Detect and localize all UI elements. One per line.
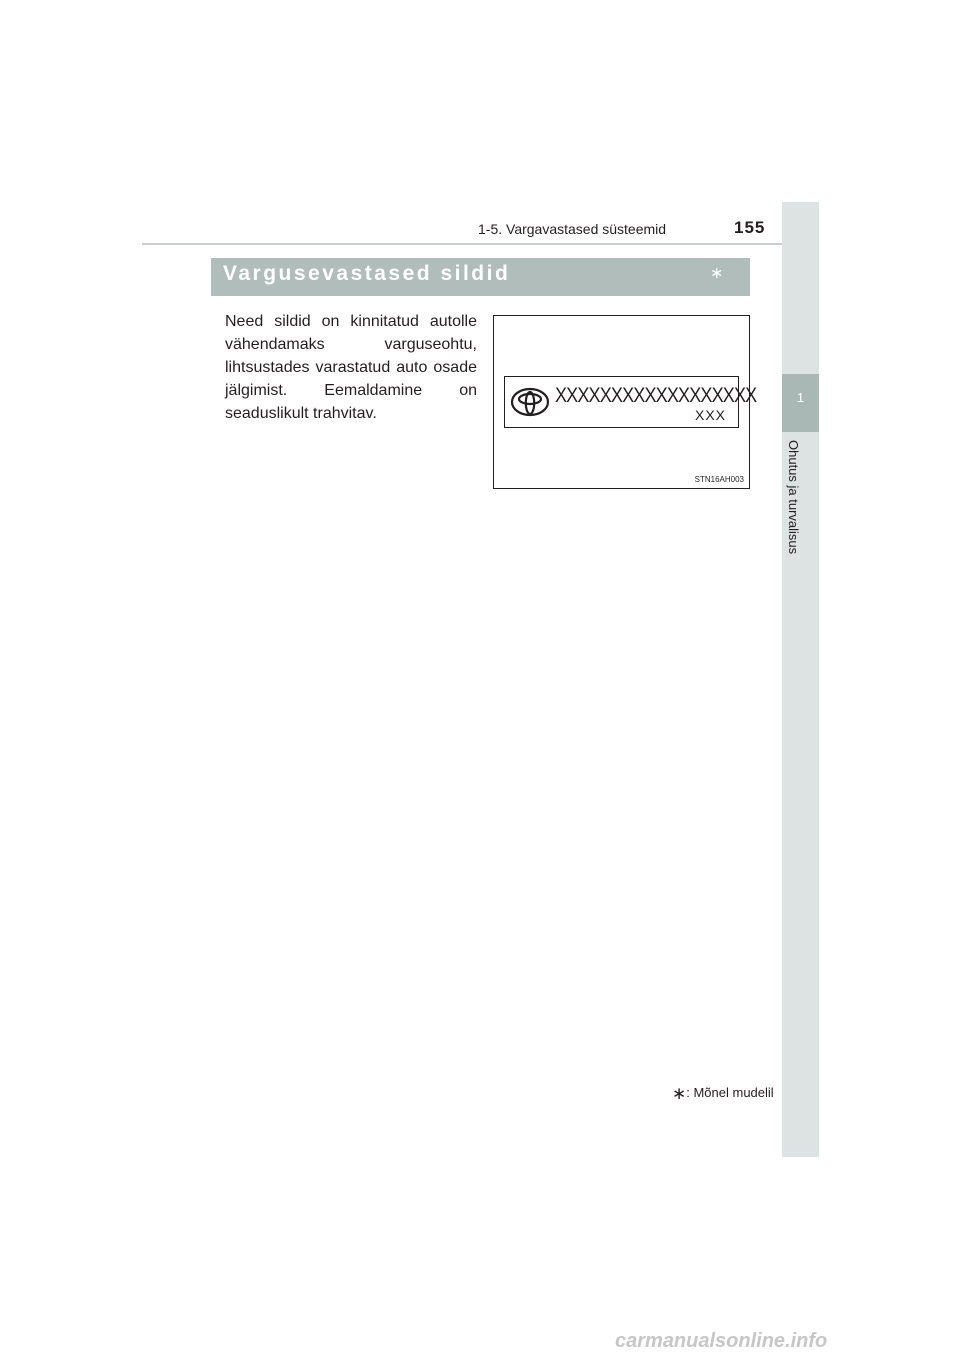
page-number: 155 — [734, 218, 766, 237]
figure-code: STN16AH003 — [694, 475, 744, 484]
section-title-marker: ∗ — [710, 265, 724, 282]
footnote-text: : Mõnel mudelil — [686, 1085, 774, 1100]
chapter-side-tab — [782, 202, 819, 1157]
label-code: XXX — [694, 407, 726, 423]
footnote — [672, 1084, 774, 1104]
toyota-emblem-icon — [510, 382, 550, 422]
label-serial-number: XXXXXXXXXXXXXXXXXX — [555, 384, 757, 407]
anti-theft-label-figure — [493, 315, 757, 489]
section-title-bar — [211, 258, 750, 296]
section-title: Vargusevastased sildid — [223, 262, 511, 285]
body-paragraph: Need sildid on kinnitatud autolle vähendamaks varguseohtu, lihtsustades varastatud auto osade jälgimist. Eemaldamine on seaduslikult trahvitav. — [225, 313, 477, 422]
footnote-marker: ∗ — [672, 1084, 687, 1103]
chapter-number: 1 — [796, 390, 805, 405]
watermark: carmanualsonline.info — [615, 1330, 828, 1352]
anti-theft-label — [504, 376, 757, 428]
section-heading: 1-5. Vargavastased süsteemid — [478, 221, 667, 237]
chapter-title: Ohutus ja turvalisus — [786, 440, 801, 555]
header-divider — [142, 243, 818, 245]
